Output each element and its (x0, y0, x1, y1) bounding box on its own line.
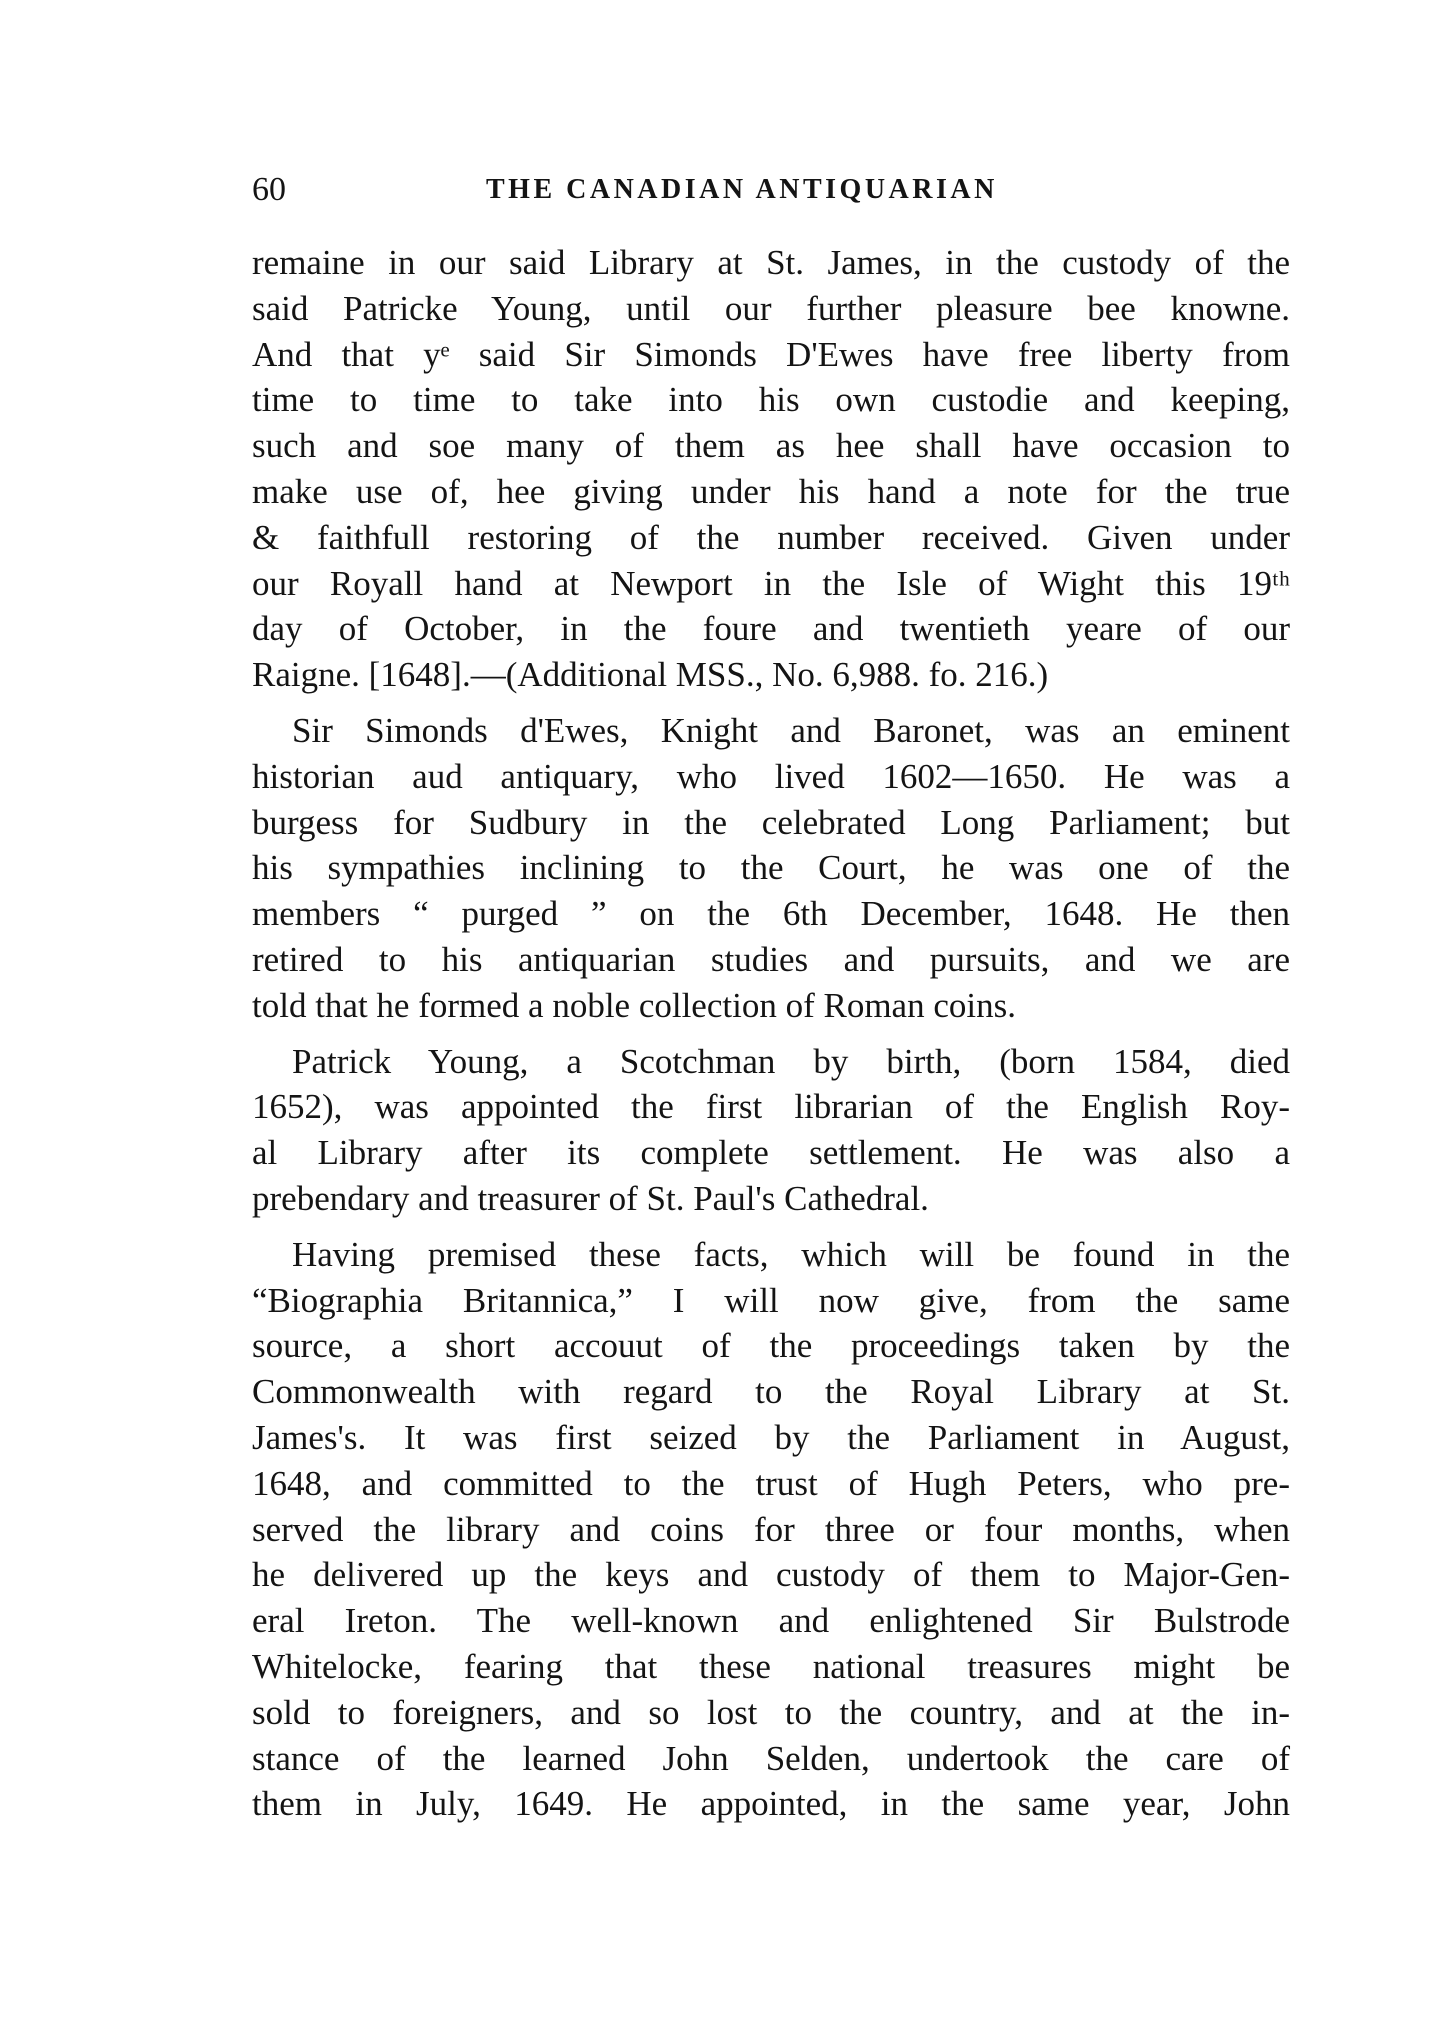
text-line: source, a short accouut of the proceedings taken by the (252, 1326, 1290, 1366)
text-line: told that he formed a noble collection of Roman coins. (252, 985, 1016, 1025)
paragraph-patrick-young (252, 1039, 1290, 1222)
text-line: & faithfull restoring of the number received. Given under (252, 517, 1290, 557)
text-line: Patrick Young, a Scotchman by birth, (born 1584, died (292, 1041, 1290, 1081)
text-line: prebendary and treasurer of St. Paul's Cathedral. (252, 1178, 929, 1218)
text-line: our Royall hand at Newport in the Isle of Wight this 19ᵗʰ (252, 563, 1290, 603)
running-head (252, 168, 1292, 212)
text-line: al Library after its complete settlement. He was also a (252, 1133, 1290, 1173)
text-line: served the library and coins for three or four months, when (252, 1509, 1290, 1549)
text-line: such and soe many of them as hee shall have occasion to (252, 426, 1290, 466)
text-line: 1652), was appointed the first librarian of the English Roy- (252, 1087, 1290, 1127)
paragraph-dewes (252, 708, 1290, 1029)
text-line: Commonwealth with regard to the Royal Library at St. (252, 1372, 1290, 1412)
text-line: he delivered up the keys and custody of them to Major-Gen- (252, 1555, 1290, 1595)
text-line: burgess for Sudbury in the celebrated Long Parliament; but (252, 802, 1290, 842)
text-line: James's. It was first seized by the Parliament in August, (252, 1417, 1290, 1457)
running-title: THE CANADIAN ANTIQUARIAN (486, 174, 998, 205)
text-line: members “ purged ” on the 6th December, 1648. He then (252, 894, 1290, 934)
paragraph-royal-library (252, 1232, 1290, 1827)
text-line: them in July, 1649. He appointed, in the same year, John (252, 1784, 1290, 1824)
text-line: And that yᵉ said Sir Simonds D'Ewes have free liberty from (252, 334, 1290, 374)
text-line: Raigne. [1648].—(Additional MSS., No. 6,988. fo. 216.) (252, 655, 1049, 695)
text-line: remaine in our said Library at St. James, in the custody of the (252, 243, 1290, 282)
text-line: his sympathies inclining to the Court, he was one of the (252, 848, 1290, 888)
paragraph-royal-warrant (252, 240, 1290, 698)
body-text (252, 240, 1290, 1827)
text-line: historian aud antiquary, who lived 1602—1650. He was a (252, 756, 1290, 796)
text-line: make use of, hee giving under his hand a note for the true (252, 471, 1290, 511)
text-line: “Biographia Britannica,” I will now give, from the same (252, 1280, 1290, 1320)
text-line: time to time to take into his own custodie and keeping, (252, 380, 1290, 420)
text-line: retired to his antiquarian studies and pursuits, and we are (252, 939, 1290, 979)
text-line: stance of the learned John Selden, undertook the care of (252, 1738, 1290, 1778)
text-line: Having premised these facts, which will be found in the (292, 1234, 1290, 1274)
text-line: Sir Simonds d'Ewes, Knight and Baronet, was an eminent (292, 710, 1290, 750)
text-line: Whitelocke, fearing that these national treasures might be (252, 1646, 1290, 1686)
text-line: day of October, in the foure and twentieth yeare of our (252, 609, 1290, 649)
text-line: 1648, and committed to the trust of Hugh Peters, who pre- (252, 1463, 1290, 1503)
page-number: 60 (252, 171, 286, 208)
text-line: said Patricke Young, until our further pleasure bee knowne. (252, 288, 1290, 328)
text-line: sold to foreigners, and so lost to the country, and at the in- (252, 1692, 1290, 1732)
text-line: eral Ireton. The well-known and enlightened Sir Bulstrode (252, 1601, 1290, 1641)
